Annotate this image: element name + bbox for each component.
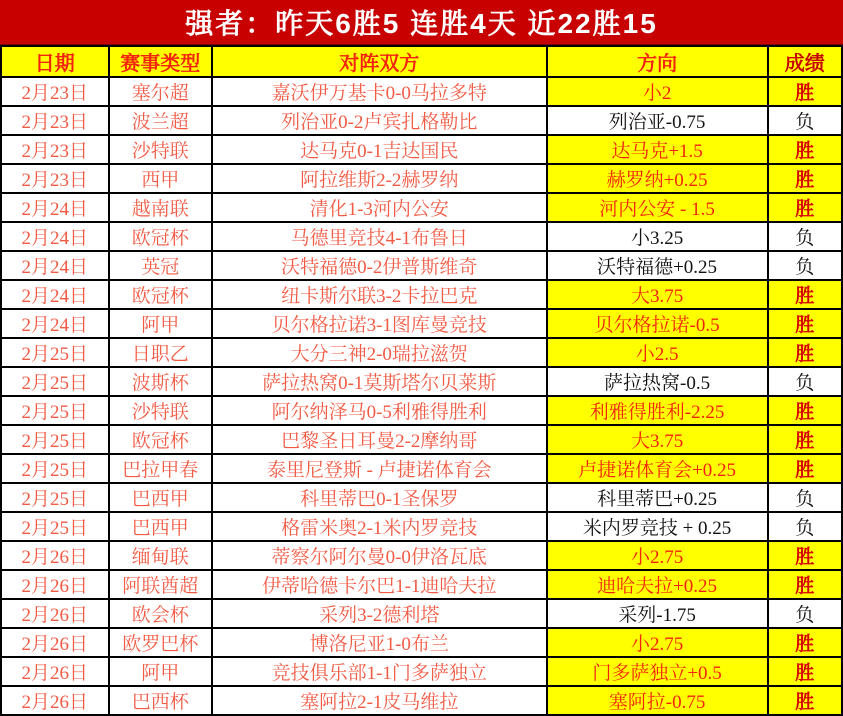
date-cell: 2月23日 bbox=[1, 106, 109, 135]
date-cell: 2月25日 bbox=[1, 512, 109, 541]
header-row bbox=[1, 46, 842, 77]
league-cell: 欧罗巴杯 bbox=[109, 628, 212, 657]
table-row bbox=[1, 657, 842, 686]
column-header-result: 成绩 bbox=[768, 46, 842, 77]
league-cell: 巴西杯 bbox=[109, 686, 212, 715]
direction-cell: 小3.25 bbox=[547, 222, 768, 251]
league-cell: 巴西甲 bbox=[109, 512, 212, 541]
date-cell: 2月26日 bbox=[1, 541, 109, 570]
direction-cell: 塞阿拉-0.75 bbox=[547, 686, 768, 715]
result-cell: 胜 bbox=[768, 541, 842, 570]
league-cell: 欧冠杯 bbox=[109, 222, 212, 251]
date-cell: 2月24日 bbox=[1, 251, 109, 280]
direction-cell: 列治亚-0.75 bbox=[547, 106, 768, 135]
direction-cell: 卢捷诺体育会+0.25 bbox=[547, 454, 768, 483]
direction-cell: 大3.75 bbox=[547, 425, 768, 454]
match-cell: 塞阿拉2-1皮马维拉 bbox=[212, 686, 547, 715]
table-row bbox=[1, 222, 842, 251]
direction-cell: 米内罗竞技 + 0.25 bbox=[547, 512, 768, 541]
league-cell: 阿甲 bbox=[109, 309, 212, 338]
direction-cell: 科里蒂巴+0.25 bbox=[547, 483, 768, 512]
league-cell: 巴西甲 bbox=[109, 483, 212, 512]
table-row bbox=[1, 193, 842, 222]
result-cell: 胜 bbox=[768, 193, 842, 222]
table-row bbox=[1, 686, 842, 715]
date-cell: 2月23日 bbox=[1, 135, 109, 164]
table-row bbox=[1, 309, 842, 338]
league-cell: 波兰超 bbox=[109, 106, 212, 135]
match-cell: 沃特福德0-2伊普斯维奇 bbox=[212, 251, 547, 280]
result-cell: 胜 bbox=[768, 280, 842, 309]
date-cell: 2月26日 bbox=[1, 570, 109, 599]
direction-cell: 门多萨独立+0.5 bbox=[547, 657, 768, 686]
result-cell: 胜 bbox=[768, 338, 842, 367]
result-cell: 负 bbox=[768, 512, 842, 541]
match-cell: 大分三神2-0瑞拉滋贺 bbox=[212, 338, 547, 367]
column-header-date: 日期 bbox=[1, 46, 109, 77]
match-cell: 竞技俱乐部1-1门多萨独立 bbox=[212, 657, 547, 686]
date-cell: 2月25日 bbox=[1, 367, 109, 396]
match-cell: 蒂察尔阿尔曼0-0伊洛瓦底 bbox=[212, 541, 547, 570]
league-cell: 波斯杯 bbox=[109, 367, 212, 396]
result-cell: 负 bbox=[768, 483, 842, 512]
result-cell: 负 bbox=[768, 106, 842, 135]
column-header-direction: 方向 bbox=[547, 46, 768, 77]
result-cell: 胜 bbox=[768, 570, 842, 599]
direction-cell: 利雅得胜利-2.25 bbox=[547, 396, 768, 425]
results-table-header bbox=[1, 46, 842, 77]
result-cell: 负 bbox=[768, 599, 842, 628]
match-cell: 伊蒂哈德卡尔巴1-1迪哈夫拉 bbox=[212, 570, 547, 599]
table-row bbox=[1, 367, 842, 396]
match-cell: 达马克0-1吉达国民 bbox=[212, 135, 547, 164]
direction-cell: 小2.75 bbox=[547, 541, 768, 570]
table-row bbox=[1, 512, 842, 541]
result-cell: 负 bbox=[768, 251, 842, 280]
match-cell: 纽卡斯尔联3-2卡拉巴克 bbox=[212, 280, 547, 309]
table-row bbox=[1, 570, 842, 599]
direction-cell: 采列-1.75 bbox=[547, 599, 768, 628]
date-cell: 2月25日 bbox=[1, 338, 109, 367]
league-cell: 西甲 bbox=[109, 164, 212, 193]
table-row bbox=[1, 628, 842, 657]
direction-cell: 赫罗纳+0.25 bbox=[547, 164, 768, 193]
match-cell: 马德里竞技4-1布鲁日 bbox=[212, 222, 547, 251]
table-row bbox=[1, 599, 842, 628]
result-cell: 胜 bbox=[768, 309, 842, 338]
match-cell: 清化1-3河内公安 bbox=[212, 193, 547, 222]
direction-cell: 迪哈夫拉+0.25 bbox=[547, 570, 768, 599]
column-header-league: 赛事类型 bbox=[109, 46, 212, 77]
direction-cell: 小2 bbox=[547, 77, 768, 106]
match-cell: 贝尔格拉诺3-1图库曼竞技 bbox=[212, 309, 547, 338]
match-cell: 列治亚0-2卢宾扎格勒比 bbox=[212, 106, 547, 135]
direction-cell: 萨拉热窝-0.5 bbox=[547, 367, 768, 396]
match-cell: 萨拉热窝0-1莫斯塔尔贝莱斯 bbox=[212, 367, 547, 396]
direction-cell: 沃特福德+0.25 bbox=[547, 251, 768, 280]
direction-cell: 大3.75 bbox=[547, 280, 768, 309]
date-cell: 2月26日 bbox=[1, 686, 109, 715]
result-cell: 胜 bbox=[768, 164, 842, 193]
results-table-body bbox=[1, 77, 842, 715]
table-row bbox=[1, 77, 842, 106]
date-cell: 2月23日 bbox=[1, 164, 109, 193]
league-cell: 沙特联 bbox=[109, 135, 212, 164]
league-cell: 阿联酋超 bbox=[109, 570, 212, 599]
date-cell: 2月26日 bbox=[1, 628, 109, 657]
league-cell: 缅甸联 bbox=[109, 541, 212, 570]
table-row bbox=[1, 541, 842, 570]
date-cell: 2月25日 bbox=[1, 396, 109, 425]
league-cell: 英冠 bbox=[109, 251, 212, 280]
table-row bbox=[1, 338, 842, 367]
table-row bbox=[1, 135, 842, 164]
result-cell: 胜 bbox=[768, 454, 842, 483]
direction-cell: 达马克+1.5 bbox=[547, 135, 768, 164]
match-cell: 泰里尼登斯 - 卢捷诺体育会 bbox=[212, 454, 547, 483]
match-cell: 格雷米奥2-1米内罗竞技 bbox=[212, 512, 547, 541]
result-cell: 负 bbox=[768, 367, 842, 396]
match-cell: 阿拉维斯2-2赫罗纳 bbox=[212, 164, 547, 193]
result-cell: 胜 bbox=[768, 657, 842, 686]
result-cell: 胜 bbox=[768, 396, 842, 425]
result-cell: 负 bbox=[768, 222, 842, 251]
table-row bbox=[1, 106, 842, 135]
league-cell: 欧冠杯 bbox=[109, 280, 212, 309]
table-row bbox=[1, 396, 842, 425]
league-cell: 塞尔超 bbox=[109, 77, 212, 106]
table-row bbox=[1, 425, 842, 454]
table-row bbox=[1, 454, 842, 483]
banner bbox=[0, 0, 843, 45]
league-cell: 欧冠杯 bbox=[109, 425, 212, 454]
match-cell: 采列3-2德利塔 bbox=[212, 599, 547, 628]
league-cell: 欧会杯 bbox=[109, 599, 212, 628]
date-cell: 2月25日 bbox=[1, 483, 109, 512]
league-cell: 沙特联 bbox=[109, 396, 212, 425]
league-cell: 阿甲 bbox=[109, 657, 212, 686]
match-cell: 阿尔纳泽马0-5利雅得胜利 bbox=[212, 396, 547, 425]
table-row bbox=[1, 483, 842, 512]
direction-cell: 小2.5 bbox=[547, 338, 768, 367]
date-cell: 2月25日 bbox=[1, 454, 109, 483]
match-cell: 科里蒂巴0-1圣保罗 bbox=[212, 483, 547, 512]
table-row bbox=[1, 164, 842, 193]
result-cell: 胜 bbox=[768, 135, 842, 164]
banner-title: 强者：昨天6胜5 连胜4天 近22胜15 bbox=[185, 8, 658, 39]
results-table bbox=[0, 45, 843, 716]
column-header-match: 对阵双方 bbox=[212, 46, 547, 77]
date-cell: 2月23日 bbox=[1, 77, 109, 106]
league-cell: 越南联 bbox=[109, 193, 212, 222]
date-cell: 2月24日 bbox=[1, 309, 109, 338]
direction-cell: 贝尔格拉诺-0.5 bbox=[547, 309, 768, 338]
league-cell: 日职乙 bbox=[109, 338, 212, 367]
league-cell: 巴拉甲春 bbox=[109, 454, 212, 483]
date-cell: 2月24日 bbox=[1, 193, 109, 222]
direction-cell: 河内公安 - 1.5 bbox=[547, 193, 768, 222]
date-cell: 2月26日 bbox=[1, 599, 109, 628]
table-row bbox=[1, 251, 842, 280]
table-row bbox=[1, 280, 842, 309]
match-cell: 嘉沃伊万基卡0-0马拉多特 bbox=[212, 77, 547, 106]
result-cell: 胜 bbox=[768, 425, 842, 454]
match-cell: 巴黎圣日耳曼2-2摩纳哥 bbox=[212, 425, 547, 454]
result-cell: 胜 bbox=[768, 628, 842, 657]
result-cell: 胜 bbox=[768, 77, 842, 106]
date-cell: 2月26日 bbox=[1, 657, 109, 686]
date-cell: 2月24日 bbox=[1, 280, 109, 309]
date-cell: 2月24日 bbox=[1, 222, 109, 251]
match-cell: 博洛尼亚1-0布兰 bbox=[212, 628, 547, 657]
result-cell: 胜 bbox=[768, 686, 842, 715]
direction-cell: 小2.75 bbox=[547, 628, 768, 657]
date-cell: 2月25日 bbox=[1, 425, 109, 454]
